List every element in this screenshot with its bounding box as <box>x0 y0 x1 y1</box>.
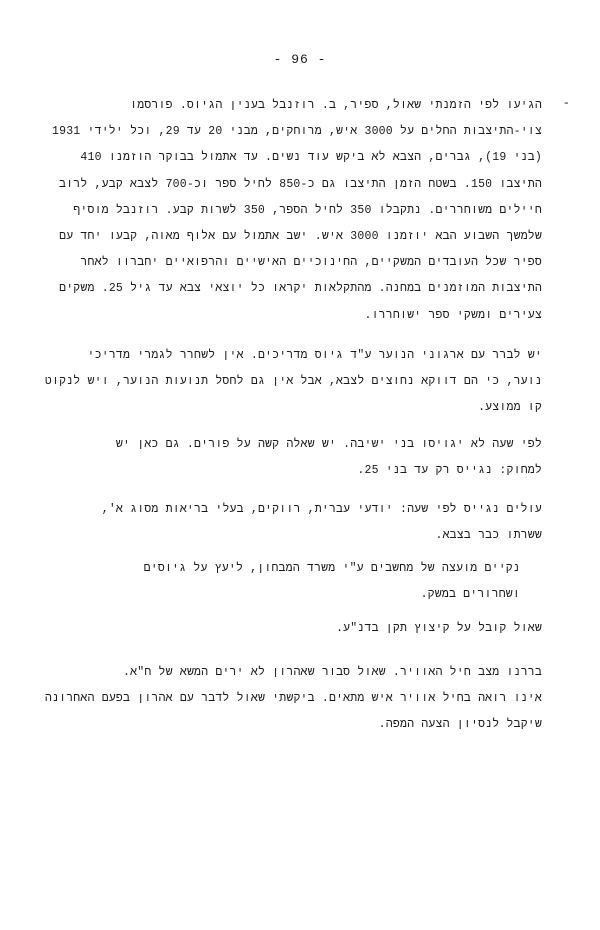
paragraph-complaint <box>262 616 542 642</box>
text-line: (בני 19), גברים, הצבא לא ביקש עוד נשים. עד אתמול בבוקר הוזמנו 410 <box>80 151 542 165</box>
paragraph-council <box>130 556 520 608</box>
text-line: צוי-התיצבות החלים על 3000 איש, מרוחקים, מבני 20 עד 29, וכל ילידי 1931 <box>52 125 542 139</box>
text-line: יש לברר עם ארגוני הנוער ע"ד גיוס מדריכים. אין לשחרר לגמרי מדריכי <box>87 349 542 362</box>
page-number: - 96 - <box>273 52 327 67</box>
paragraph-air-force <box>22 660 542 739</box>
paragraph-yeshiva <box>72 432 542 484</box>
paragraph-dash: - <box>562 96 570 110</box>
text-line: הגיעו לפי הזמנתי שאול, ספיר, ב. רוזנבל בענין הגיוס. פורסמו <box>130 99 542 112</box>
text-line: צעירים ומשקי ספר ישוחררו. <box>364 308 542 322</box>
text-line: ספיר שכל העובדים המשקיים, החינוכיים האישיים והרפואיים יחברוו לאחר <box>80 256 542 270</box>
text-line: התיצבו 150. בשטח הזמן התיצבו גם כ-850 לחיל ספר וכ-700 לצבא קבע, לרוב <box>59 177 542 191</box>
text-line: ושחרורים במשק. <box>420 588 520 602</box>
paragraph-immigrants <box>101 497 542 549</box>
text-line: אינו רואה בחיל אוויר איש מתאים. ביקשתי שאול לדבר עם אהרון בפעם האחרונה <box>44 692 542 706</box>
text-line: ששרתו כבר בצבא. <box>435 529 542 543</box>
text-line: שלמשך השבוע הבא יוזמנו 3000 איש. ישב אתמול עם אלוף מאוה, קבעו יחד עם <box>59 230 542 244</box>
text-line: למחוק: נגייס רק עד בני 25. <box>357 464 542 478</box>
text-line: חיילים משוחררים. נתקבלו 350 לחיל הספר, 350 לשרות קבע. רוזנבל מוסיף <box>73 203 542 217</box>
text-line: קו ממוצע. <box>478 401 542 415</box>
text-line: התיצבות המוזמנים במחנה. מהתקלאות יקראו כל יוצאי צבא עד גיל 25. משקים <box>59 282 542 296</box>
text-line: לפי שעה לא יגויסו בני ישיבה. יש שאלה קשה על פורים. גם כאן יש <box>115 438 542 451</box>
text-line: שיקבל לנסיון הצעה המפה. <box>378 718 542 732</box>
text-line: נקיים מועצה של מחשבים ע"י משרד המבחון, ליעץ על גיוסים <box>143 562 520 575</box>
text-line: שאול קובל על קיצוץ תקן בדנ"ע. <box>336 622 542 635</box>
paragraph-recruitment <box>52 93 542 329</box>
paragraph-youth-instructors <box>22 343 542 422</box>
text-line: נוער, כי הם דווקא נחוצים לצבא, אבל אין גם לחסל תנועות הנוער, ויש לנקוט <box>44 375 542 389</box>
text-line: עולים נגייס לפי שעה: יודעי עברית, רווקים, בעלי בריאות מסוג א', <box>101 503 542 516</box>
text-line: בררנו מצב חיל האוויר. שאול סבור שאהרון לא ירים המשא של ח"א. <box>123 666 542 679</box>
